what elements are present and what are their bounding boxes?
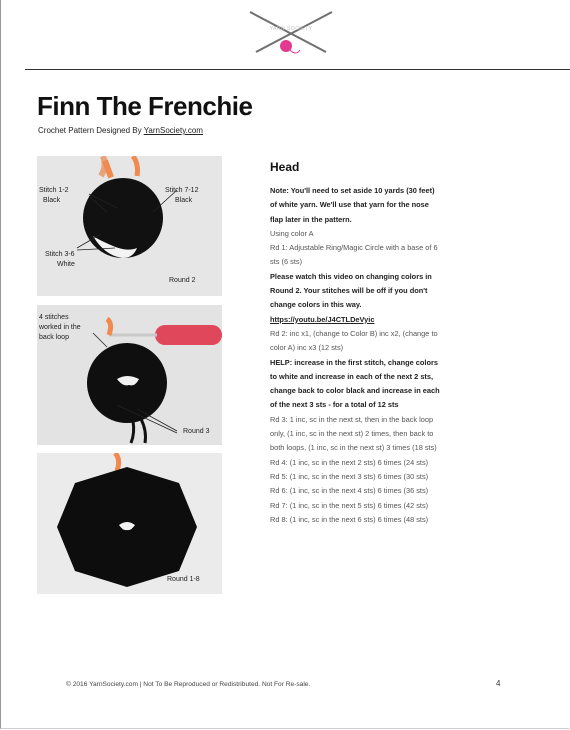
pattern-instructions xyxy=(270,184,505,527)
pattern-section xyxy=(270,160,505,527)
instruction-line: Rd 7: (1 inc, sc in the next 5 sts) 6 times (42 sts) xyxy=(270,500,429,510)
caption-line: White xyxy=(57,261,75,268)
page-subtitle xyxy=(38,126,203,135)
instruction-line: only, (1 inc, sc in the next st) 2 times, then back to xyxy=(270,429,434,439)
instruction-line: Please watch this video on changing colors in xyxy=(270,271,432,281)
yarn-society-logo xyxy=(246,4,336,60)
crochet-circle-round1-8-image xyxy=(37,453,222,594)
instruction-line: of the next 3 sts - for a total of 12 sts xyxy=(270,400,399,410)
caption-stitch-7-12 xyxy=(165,186,198,206)
caption-line: Black xyxy=(175,197,193,204)
instruction-line: Rd 8: (1 inc, sc in the next 6 sts) 6 times (48 sts) xyxy=(270,514,429,524)
instruction-line: Rd 6: (1 inc, sc in the next 4 sts) 6 times (36 sts) xyxy=(270,486,429,496)
caption-line: Stitch 3-6 xyxy=(45,251,75,258)
instruction-line: both loops, (1 inc, sc in the next st) 3 times (18 sts) xyxy=(270,443,437,453)
instruction-line: Rd 5: (1 inc, sc in the next 3 sts) 6 times (30 sts) xyxy=(270,471,429,481)
instruction-line: Rd 1: Adjustable Ring/Magic Circle with a base of 6 xyxy=(270,243,438,253)
photo-round-2 xyxy=(37,156,222,296)
instruction-line: Rd 4: (1 inc, sc in the next 2 sts) 6 times (24 sts) xyxy=(270,457,429,467)
caption-round-2: Round 2 xyxy=(169,277,196,284)
instruction-line: flap later in the pattern. xyxy=(270,214,352,224)
caption-line: worked in the xyxy=(39,324,81,331)
instruction-line: HELP: increase in the first stitch, change colors xyxy=(270,357,438,367)
caption-round-1-8: Round 1-8 xyxy=(167,576,200,583)
crochet-circle-round2-image xyxy=(37,156,222,296)
instruction-line: of white yarn. We'll use that yarn for the nose xyxy=(270,200,429,210)
instruction-line: Rd 2: inc x1, (change to Color B) inc x2, (change to xyxy=(270,328,438,338)
instruction-line: Using color A xyxy=(270,228,314,238)
instruction-line: Round 2. Your stitches will be off if you don't xyxy=(270,286,428,296)
section-heading: Head xyxy=(270,160,300,174)
instruction-line: Rd 3: 1 inc, sc in the next st, then in the back loop xyxy=(270,414,434,424)
caption-line: Black xyxy=(43,197,61,204)
caption-line: Stitch 1-2 xyxy=(39,187,69,194)
header-rule xyxy=(25,69,570,70)
photo-round-1-8 xyxy=(37,453,222,594)
caption-back-loop xyxy=(39,313,81,343)
logo-text: YARN SOCIETY xyxy=(269,26,313,32)
instruction-line: sts (6 sts) xyxy=(270,257,303,267)
copyright-footer: © 2016 YarnSociety.com | Not To Be Reproduced or Redistributed. Not For Re-sale. xyxy=(66,681,311,688)
instruction-line: change back to color black and increase in each xyxy=(270,386,440,396)
page-number: 4 xyxy=(496,679,501,688)
instruction-line: to white and increase in each of the next 2 sts, xyxy=(270,371,434,381)
page-title: Finn The Frenchie xyxy=(37,91,253,121)
subtitle-link[interactable]: YarnSociety.com xyxy=(143,126,203,135)
caption-stitch-1-2 xyxy=(39,186,69,206)
caption-stitch-3-6 xyxy=(45,250,75,270)
caption-line: 4 stitches xyxy=(39,314,69,321)
caption-line: back loop xyxy=(39,334,69,341)
instruction-line: Note: You'll need to set aside 10 yards (30 feet) xyxy=(270,186,435,195)
caption-line: Stitch 7-12 xyxy=(165,187,199,194)
subtitle-prefix: Crochet Pattern Designed By xyxy=(38,126,144,135)
caption-round-3: Round 3 xyxy=(183,428,210,435)
photo-round-3 xyxy=(37,305,222,445)
crossed-needles-icon xyxy=(246,4,336,60)
video-link[interactable]: https://youtu.be/J4CTLDeVyic xyxy=(270,314,375,324)
instruction-line: change colors in this way. xyxy=(270,300,362,310)
instruction-line: color A) inc x3 (12 sts) xyxy=(270,343,344,353)
